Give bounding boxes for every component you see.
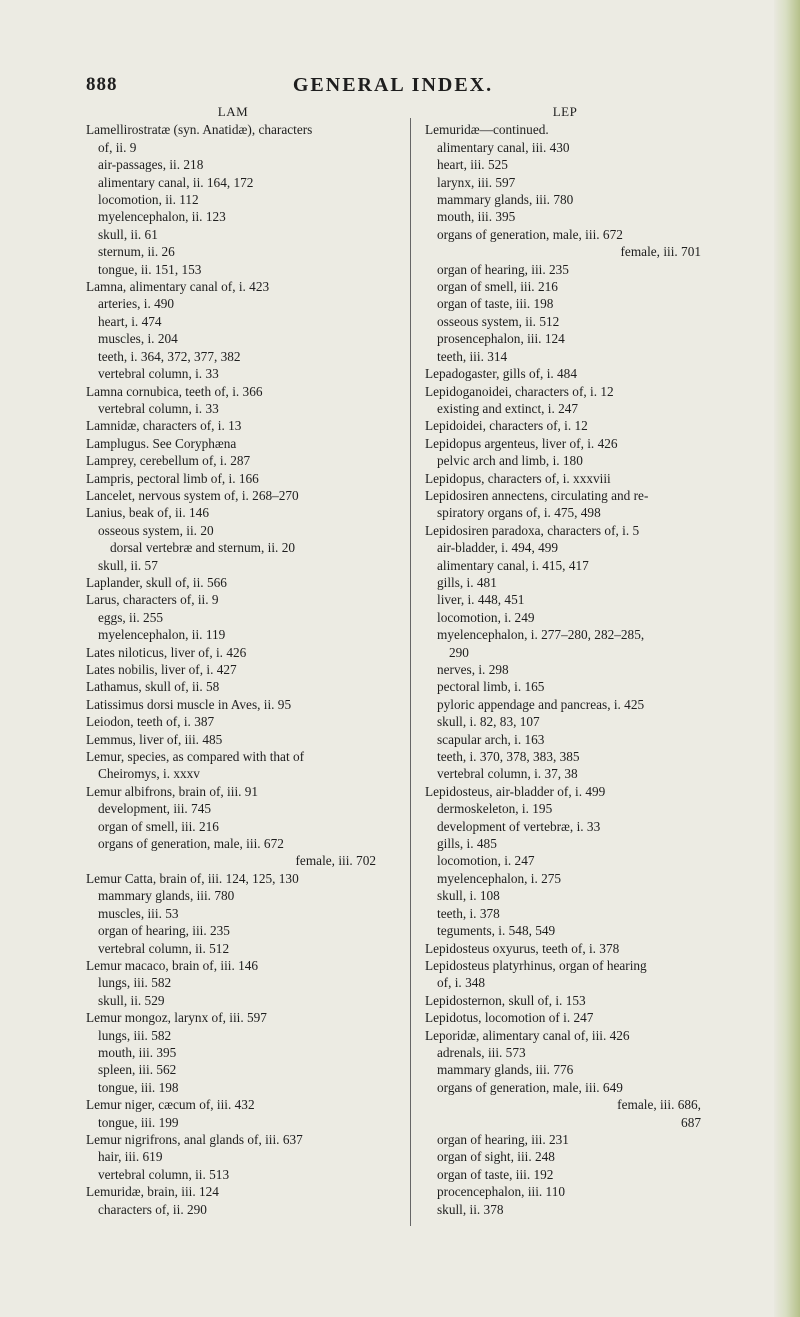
index-subentry: organ of hearing, iii. 235: [437, 261, 569, 277]
index-subentry: dermoskeleton, i. 195: [437, 801, 553, 817]
index-subentry: organ of hearing, iii. 235: [98, 923, 230, 939]
index-subentry: mammary glands, iii. 780: [98, 888, 235, 904]
index-entry-heading: Lemur albifrons, brain of, iii. 91: [86, 783, 259, 799]
index-subentry: female, iii. 702: [295, 853, 376, 869]
index-subentry: muscles, i. 204: [98, 331, 178, 347]
index-entry-heading: Laplander, skull of, ii. 566: [86, 574, 227, 590]
index-subentry: eggs, ii. 255: [98, 609, 164, 625]
index-subentry: pelvic arch and limb, i. 180: [437, 453, 583, 469]
index-subentry: vertebral column, i. 37, 38: [437, 766, 578, 782]
index-subentry: nerves, i. 298: [437, 662, 509, 677]
page-header: [86, 74, 700, 100]
index-entry-heading: Lemuridæ, brain, iii. 124: [86, 1184, 219, 1200]
index-entry-heading: Lepidosiren annectens, circulating and re-: [425, 487, 649, 503]
index-subentry: myelencephalon, ii. 119: [98, 627, 226, 643]
index-subentry: tongue, iii. 199: [98, 1114, 179, 1130]
index-entry-heading: Lates niloticus, liver of, i. 426: [86, 644, 247, 660]
column-head-right: LEP: [552, 104, 578, 119]
index-entry-heading: Lamplugus. See Coryphæna: [86, 435, 237, 451]
index-entry-heading: Lemur macaco, brain of, iii. 146: [86, 957, 259, 973]
index-subentry: skull, ii. 529: [98, 992, 165, 1008]
index-subentry: female, iii. 686,: [617, 1097, 701, 1113]
index-subentry: gills, i. 481: [437, 574, 497, 590]
index-subentry: Cheiromys, i. xxxv: [98, 766, 200, 782]
index-subentry: organ of smell, iii. 216: [98, 818, 219, 834]
index-entry-heading: Lancelet, nervous system of, i. 268–270: [86, 487, 299, 503]
index-entry-heading: Lemur Catta, brain of, iii. 124, 125, 130: [86, 870, 299, 886]
page-title: GENERAL INDEX.: [292, 74, 494, 96]
index-column-left: [86, 103, 380, 1218]
index-entry-heading: Lanius, beak of, ii. 146: [86, 505, 209, 521]
index-subentry: 687: [681, 1114, 701, 1130]
index-subentry: liver, i. 448, 451: [437, 592, 525, 608]
index-subentry: organ of taste, iii. 192: [437, 1166, 554, 1182]
index-entry-heading: Lemur, species, as compared with that of: [86, 749, 305, 765]
index-entry-heading: Lepidopus, characters of, i. xxxviii: [425, 470, 611, 486]
index-entry-heading: Lamellirostratæ (syn. Anatidæ), characters: [86, 122, 313, 138]
index-entry-heading: Lates nobilis, liver of, i. 427: [86, 662, 237, 677]
index-subentry: of, i. 348: [437, 975, 486, 991]
index-subentry: spiratory organs of, i. 475, 498: [437, 505, 601, 521]
index-subentry: organs of generation, male, iii. 672: [437, 226, 623, 242]
index-entry-heading: Larus, characters of, ii. 9: [86, 592, 219, 608]
index-subentry: organ of taste, iii. 198: [437, 296, 554, 312]
index-subentry: organ of smell, iii. 216: [437, 279, 558, 295]
index-subentry: procencephalon, iii. 110: [437, 1184, 566, 1200]
index-entry-heading: Lamna cornubica, teeth of, i. 366: [86, 383, 263, 399]
index-subentry: myelencephalon, i. 277–280, 282–285,: [437, 627, 645, 643]
index-subentry: larynx, iii. 597: [437, 174, 516, 190]
index-subentry: alimentary canal, ii. 164, 172: [98, 174, 254, 190]
page-edge-shadow: [774, 0, 800, 1317]
column-divider: [410, 118, 411, 1226]
index-subentry: air-bladder, i. 494, 499: [437, 540, 559, 556]
index-subentry: development of vertebræ, i. 33: [437, 818, 601, 834]
index-subentry: skull, i. 82, 83, 107: [437, 714, 540, 730]
column-head-left: LAM: [217, 104, 249, 119]
index-entry-heading: Lemur mongoz, larynx of, iii. 597: [86, 1010, 267, 1026]
index-subentry: mouth, iii. 395: [98, 1044, 177, 1060]
index-entry-heading: Lepadogaster, gills of, i. 484: [425, 366, 577, 382]
index-subentry: dorsal vertebræ and sternum, ii. 20: [110, 540, 296, 556]
index-subentry: vertebral column, i. 33: [98, 366, 219, 382]
index-subentry: sternum, ii. 26: [98, 244, 175, 260]
index-entry-heading: Lepidosternon, skull of, i. 153: [425, 992, 586, 1008]
page-number: 888: [86, 74, 118, 95]
index-subentry: lungs, iii. 582: [98, 975, 172, 991]
index-subentry: skull, i. 108: [437, 888, 500, 904]
index-entry-heading: Lamna, alimentary canal of, i. 423: [86, 279, 270, 295]
index-subentry: heart, i. 474: [98, 313, 162, 329]
index-entry-heading: Leporidæ, alimentary canal of, iii. 426: [425, 1027, 630, 1043]
index-subentry: heart, iii. 525: [437, 157, 508, 173]
index-entry-heading: Latissimus dorsi muscle in Aves, ii. 95: [86, 696, 292, 712]
index-subentry: adrenals, iii. 573: [437, 1044, 526, 1060]
index-entries-right: [425, 121, 705, 1218]
index-subentry: myelencephalon, ii. 123: [98, 209, 226, 225]
index-subentry: lungs, iii. 582: [98, 1027, 172, 1043]
index-subentry: air-passages, ii. 218: [98, 157, 204, 173]
index-subentry: pectoral limb, i. 165: [437, 679, 545, 695]
index-entry-heading: Lemmus, liver of, iii. 485: [86, 731, 223, 747]
index-entry-heading: Lepidoganoidei, characters of, i. 12: [425, 383, 614, 399]
index-entry-heading: Lathamus, skull of, ii. 58: [86, 679, 220, 695]
index-entry-heading: Lemuridæ—continued.: [425, 122, 549, 138]
index-subentry: locomotion, i. 247: [437, 853, 535, 869]
index-subentry: characters of, ii. 290: [98, 1201, 207, 1217]
index-subentry: development, iii. 745: [98, 801, 212, 817]
index-entry-heading: Lepidosteus platyrhinus, organ of hearing: [425, 957, 647, 973]
index-subentry: organ of sight, iii. 248: [437, 1149, 555, 1165]
index-subentry: skull, ii. 57: [98, 557, 158, 573]
index-subentry: pyloric appendage and pancreas, i. 425: [437, 696, 645, 712]
index-subentry: existing and extinct, i. 247: [437, 400, 579, 416]
index-subentry: scapular arch, i. 163: [437, 731, 545, 747]
index-subentry: organs of generation, male, iii. 649: [437, 1079, 623, 1095]
index-subentry: spleen, iii. 562: [98, 1062, 177, 1078]
index-subentry: teeth, i. 364, 372, 377, 382: [98, 348, 241, 364]
index-subentry: female, iii. 701: [620, 244, 701, 260]
index-entry-heading: Lepidosteus oxyurus, teeth of, i. 378: [425, 940, 620, 956]
index-entry-heading: Lepidosteus, air-bladder of, i. 499: [425, 783, 606, 799]
index-subentry: teeth, i. 370, 378, 383, 385: [437, 749, 580, 765]
index-entry-heading: Lepidotus, locomotion of i. 247: [425, 1010, 594, 1026]
index-subentry: osseous system, ii. 20: [98, 522, 214, 538]
index-subentry: alimentary canal, iii. 430: [437, 139, 570, 155]
index-subentry: tongue, ii. 151, 153: [98, 261, 202, 277]
index-subentry: hair, iii. 619: [98, 1149, 163, 1165]
index-entry-heading: Lamprey, cerebellum of, i. 287: [86, 453, 251, 469]
index-subentry: mouth, iii. 395: [437, 209, 516, 225]
index-entry-heading: Lepidoidei, characters of, i. 12: [425, 418, 588, 434]
index-column-right: [425, 103, 705, 1218]
index-subentry: myelencephalon, i. 275: [437, 870, 562, 886]
index-subentry: organ of hearing, iii. 231: [437, 1131, 569, 1147]
index-subentry: tongue, iii. 198: [98, 1079, 179, 1095]
index-subentry: 290: [449, 644, 469, 660]
index-subentry: teguments, i. 548, 549: [437, 923, 556, 939]
index-subentry: vertebral column, i. 33: [98, 400, 219, 416]
index-subentry: vertebral column, ii. 512: [98, 940, 230, 956]
index-subentry: organs of generation, male, iii. 672: [98, 836, 284, 852]
index-entry-heading: Leiodon, teeth of, i. 387: [86, 714, 215, 730]
index-subentry: vertebral column, ii. 513: [98, 1166, 230, 1182]
index-entry-heading: Lemur niger, cæcum of, iii. 432: [86, 1097, 255, 1113]
index-subentry: teeth, i. 378: [437, 905, 500, 921]
index-subentry: locomotion, i. 249: [437, 609, 535, 625]
index-subentry: prosencephalon, iii. 124: [437, 331, 565, 347]
index-subentry: osseous system, ii. 512: [437, 313, 560, 329]
index-subentry: gills, i. 485: [437, 836, 497, 852]
index-subentry: skull, ii. 61: [98, 226, 158, 242]
index-subentry: of, ii. 9: [98, 139, 137, 155]
index-subentry: locomotion, ii. 112: [98, 192, 199, 208]
index-subentry: muscles, iii. 53: [98, 905, 179, 921]
index-entries-left: [86, 121, 380, 1218]
index-entry-heading: Lepidosiren paradoxa, characters of, i. 5: [425, 522, 640, 538]
index-entry-heading: Lepidopus argenteus, liver of, i. 426: [425, 435, 618, 451]
index-subentry: mammary glands, iii. 776: [437, 1062, 574, 1078]
index-subentry: arteries, i. 490: [98, 296, 175, 312]
index-subentry: skull, ii. 378: [437, 1201, 504, 1217]
index-subentry: mammary glands, iii. 780: [437, 192, 574, 208]
index-entry-heading: Lamnidæ, characters of, i. 13: [86, 418, 242, 434]
index-entry-heading: Lemur nigrifrons, anal glands of, iii. 637: [86, 1131, 303, 1147]
index-entry-heading: Lampris, pectoral limb of, i. 166: [86, 470, 259, 486]
index-subentry: alimentary canal, i. 415, 417: [437, 557, 589, 573]
index-subentry: teeth, iii. 314: [437, 348, 508, 364]
